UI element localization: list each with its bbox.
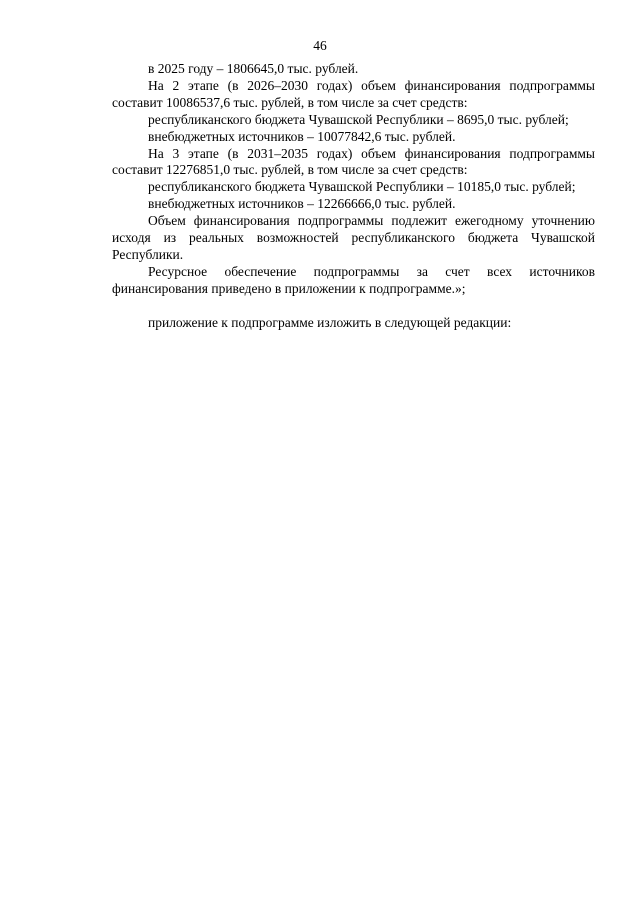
paragraph-stage-3: На 3 этапе (в 2031–2035 годах) объем финансирования подпрограммы составит 12276851,0 тыс. рублей, в том числе за счет средств: [112, 145, 595, 178]
paragraph-appendix-instruction: приложение к подпрограмме изложить в следующей редакции: [148, 314, 512, 330]
paragraph-2025-amount: в 2025 году – 1806645,0 тыс. рублей. [148, 61, 359, 76]
paragraph-annual-adjustment: Объем финансирования подпрограммы подлежит ежегодному уточнению исходя из реальных возможностей республиканского бюджета Чувашской Республики. [112, 213, 595, 262]
paragraph-stage-2-extrabudgetary: внебюджетных источников – 10077842,6 тыс. рублей. [148, 128, 456, 144]
paragraph-stage-2: На 2 этапе (в 2026–2030 годах) объем финансирования подпрограммы составит 10086537,6 тыс. рублей, в том числе за счет средств: [112, 77, 595, 110]
page-number: 46 [313, 38, 327, 53]
paragraph-stage-2-republic-budget: республиканского бюджета Чувашской Республики – 8695,0 тыс. рублей; [148, 111, 569, 127]
paragraph-resource-provision: Ресурсное обеспечение подпрограммы за счет всех источников финансирования приведено в приложении к подпрограмме.»; [112, 263, 595, 296]
paragraph-stage-3-republic-budget: республиканского бюджета Чувашской Республики – 10185,0 тыс. рублей; [148, 179, 576, 195]
document-body [112, 61, 595, 331]
paragraph-stage-3-extrabudgetary: внебюджетных источников – 12266666,0 тыс. рублей. [148, 196, 456, 212]
